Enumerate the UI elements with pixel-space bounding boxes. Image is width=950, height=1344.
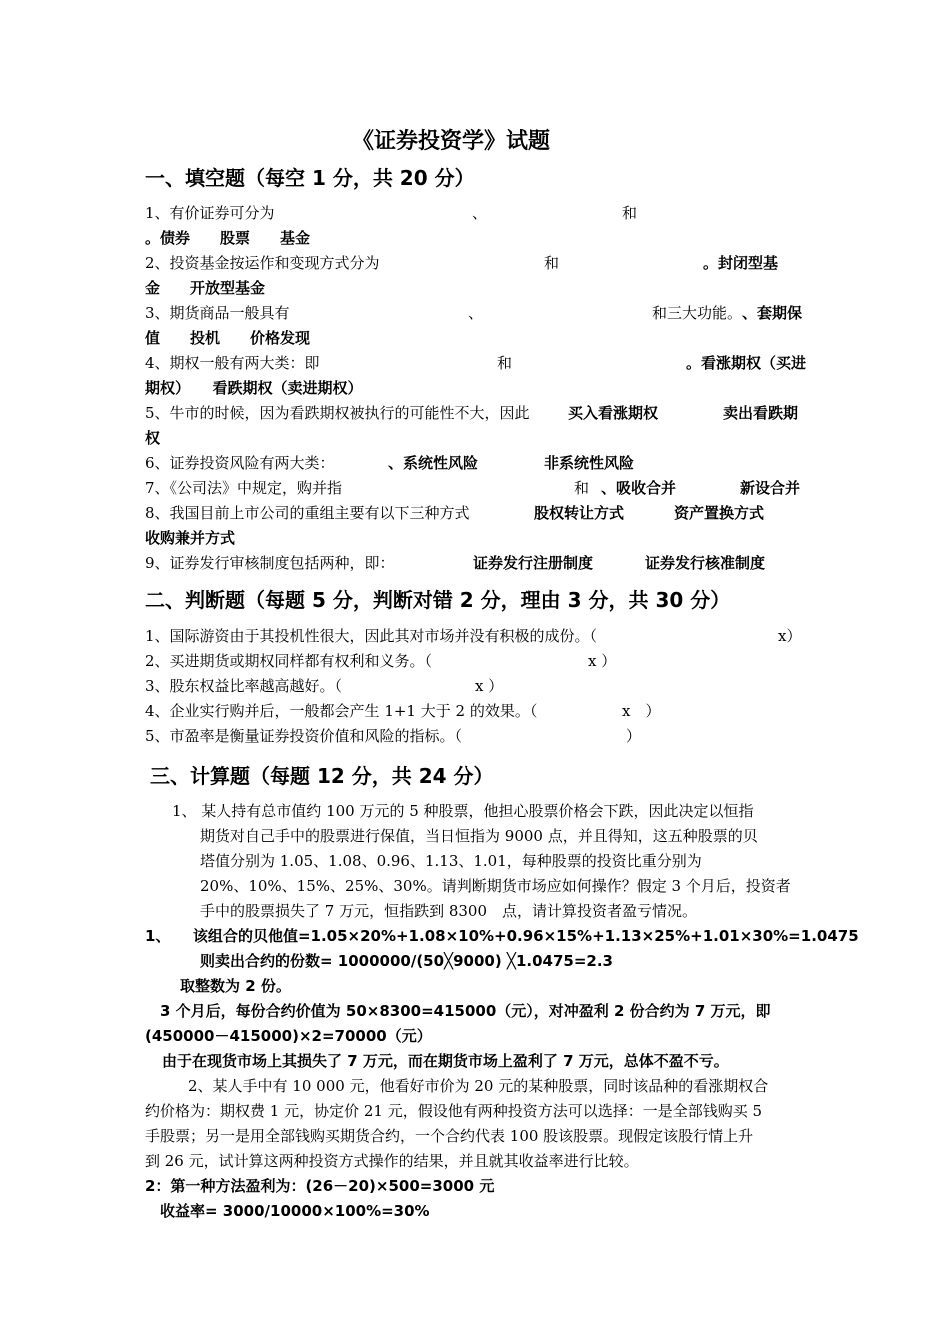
q4-answer-1: 。看涨期权（买进 [686,354,807,372]
calc-q1-line-5: 手中的股票损失了 7 万元，恒指跌到 8300 点，请计算投资者盈亏情况。 [200,902,698,920]
calc-a1-line-2: 则卖出合约的份数= 1000000/(50╳9000) ╳1.0475=2.3 [200,952,613,970]
q5-answer-2: 卖出看跌期 [723,404,799,422]
q9-answer-1: 证券发行注册制度 [473,554,594,572]
section-fill-in-heading: 一、填空题（每空 1 分，共 20 分） [145,166,475,190]
q1-sep1: 、 [472,204,488,222]
calc-a1-line-5: (450000－415000)×2=70000（元） [145,1027,432,1045]
calc-a2-line-1: 2：第一种方法盈利为：(26－20)×500=3000 元 [145,1177,495,1195]
judge-item-4-mark: x ） [622,702,661,720]
q4-sep1: 和 [497,354,513,372]
calc-q1-line-1: 1、 某人持有总市值约 100 万元的 5 种股票，他担心股票价格会下跌，因此决定以恒指 [172,802,754,820]
judge-item-1-mark: x） [778,627,802,645]
q5-answer-1: 买入看涨期权 [568,404,659,422]
q3-answer-2: 值 投机 价格发现 [145,329,311,347]
q2-answer-1: 。封闭型基 [703,254,779,272]
q3-sep1: 、 [468,304,484,322]
judge-item-3-text: 3、股东权益比率越高越好。（ [145,677,343,695]
calc-q2-line-2: 约价格为：期权费 1 元，协定价 21 元，假设他有两种投资方法可以选择：一是全部钱购买 5 [145,1102,763,1120]
q1-text: 1、有价证券可分为 [145,204,275,222]
calc-a1-line-6: 由于在现货市场上其损失了 7 万元，而在期货市场上盈利了 7 万元，总体不盈不亏。 [162,1052,729,1070]
calc-a2-line-2: 收益率= 3000/10000×100%=30% [160,1202,430,1220]
calc-q1-line-3: 塔值分别为 1.05、1.08、0.96、1.13、1.01，每种股票的投资比重分别为 [200,852,702,870]
judge-item-2-text: 2、买进期货或期权同样都有权利和义务。（ [145,652,433,670]
q7-answer-2: 新设合并 [740,479,801,497]
q8-answer-3: 收购兼并方式 [145,529,236,547]
q9-text: 9、证券发行审核制度包括两种，即： [145,554,395,572]
judge-item-3-mark: x ） [475,677,504,695]
judge-item-5-mark: ） [626,727,642,745]
page-title: 《证券投资学》试题 [352,128,551,154]
q1-sep2: 和 [622,204,638,222]
judge-item-2-mark: x ） [588,652,617,670]
q6-answer-1: 、系统性风险 [388,454,479,472]
q8-text: 8、我国目前上市公司的重组主要有以下三种方式 [145,504,470,522]
section-judgement-heading: 二、判断题（每题 5 分，判断对错 2 分，理由 3 分，共 30 分） [145,588,731,612]
q3-text: 3、期货商品一般具有 [145,304,290,322]
judge-item-5-text: 5、市盈率是衡量证券投资价值和风险的指标。（ [145,727,463,745]
q4-answer-2: 期权） 看跌期权（卖进期权） [145,379,363,397]
q4-text: 4、期权一般有两大类：即 [145,354,320,372]
judge-item-1-text: 1、国际游资由于其投机性很大，因此其对市场并没有积极的成份。（ [145,627,598,645]
q8-answer-1: 股权转让方式 [534,504,625,522]
calc-q2-line-3: 手股票；另一是用全部钱购买期货合约，一个合约代表 100 股该股票。现假定该股行情上升 [145,1127,754,1145]
q1-answer: 。债券 股票 基金 [145,229,311,247]
q5-text: 5、牛市的时候，因为看跌期权被执行的可能性不大，因此 [145,404,530,422]
q7-sep1: 和 [574,479,590,497]
q2-answer-2: 金 开放型基金 [145,279,266,297]
calc-q2-line-1: 2、某人手中有 10 000 元，他看好市价为 20 元的某种股票，同时该品种的看涨期权合 [188,1077,769,1095]
q5-answer-3: 权 [145,429,161,447]
calc-q2-line-4: 到 26 元，试计算这两种投资方式操作的结果，并且就其收益率进行比较。 [145,1152,639,1170]
calc-a1-line-4: 3 个月后，每份合约价值为 50×8300=415000（元），对冲盈利 2 份合约为 7 万元，即 [160,1002,771,1020]
q8-answer-2: 资产置换方式 [674,504,765,522]
q2-text: 2、投资基金按运作和变现方式分为 [145,254,380,272]
q2-sep1: 和 [544,254,560,272]
calc-a1-line-1: 1、 该组合的贝他值=1.05×20%+1.08×10%+0.96×15%+1.13×25%+1.01×30%=1.0475 [145,927,859,945]
calc-a1-line-3: 取整数为 2 份。 [180,977,291,995]
q7-answer-1: 、吸收合并 [601,479,677,497]
section-calculation-heading: 三、计算题（每题 12 分，共 24 分） [150,764,494,788]
q6-text: 6、证券投资风险有两大类： [145,454,335,472]
q6-answer-2: 非系统性风险 [544,454,635,472]
q3-sep2: 和三大功能。 [652,304,743,322]
q7-text: 7、《公司法》中规定，购并指 [145,479,343,497]
q9-answer-2: 证券发行核准制度 [645,554,766,572]
judge-item-4-text: 4、企业实行购并后，一般都会产生 1+1 大于 2 的效果。（ [145,702,538,720]
calc-q1-line-4: 20%、10%、15%、25%、30%。请判断期货市场应如何操作？假定 3 个月后，投资者 [200,877,791,895]
q3-answer-1: 、套期保 [742,304,803,322]
calc-q1-line-2: 期货对自己手中的股票进行保值，当日恒指为 9000 点，并且得知，这五种股票的贝 [200,827,758,845]
